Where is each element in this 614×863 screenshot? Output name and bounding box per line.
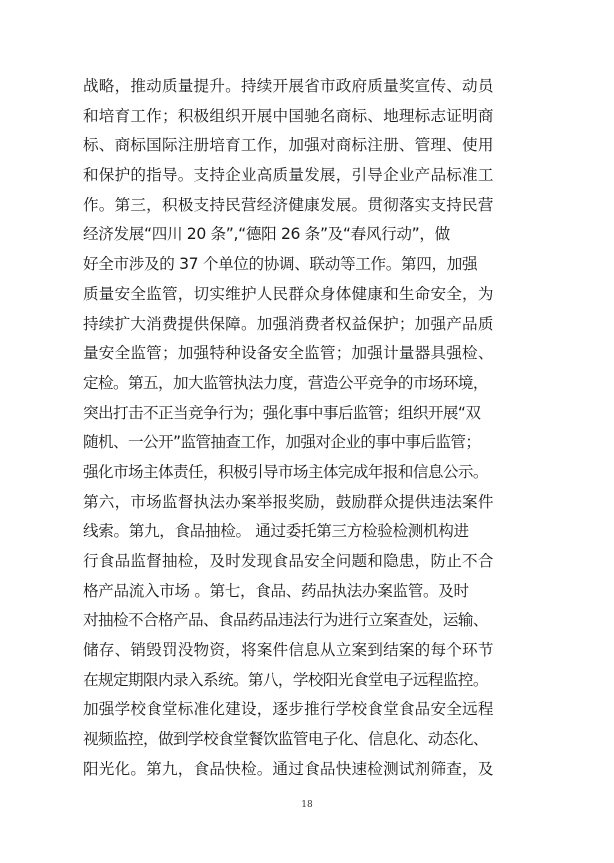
text-line: 作。第三，积极支持民营经济健康发展。贯彻落实支持民营 [83,195,494,214]
text-line: 在规定期限内录入系统。第八，学校阳光食堂电子远程监控。 [83,670,488,689]
page-number: 18 [301,800,313,810]
text-line: 战略，推动质量提升。持续开展省市政府质量奖宣传、动员 [83,77,494,95]
text-line: 视频监控，做到学校食堂餐饮监管电子化、信息化、动态化、 [83,730,488,749]
text-line: 随机、一公开”监管抽查工作，加强对企业的事中事后监管； [83,433,481,452]
text-line: 线索。第九，食品抽检。 通过委托第三方检验检测机构进 [83,522,469,541]
text-line: 质量安全监管，切实维护人民群众身体健康和生命安全，为 [83,284,494,303]
text-line: 加强学校食堂标准化建设，逐步推行学校食堂食品安全远程 [83,700,494,719]
text-line: 和培育工作；积极组织开展中国驰名商标、地理标志证明商 [83,106,494,125]
text-line: 强化市场主体责任，积极引导市场主体完成年报和信息公示。 [83,462,488,481]
text-line: 经济发展“四川 20 条”,“德阳 26 条”及“春风行动”，做 [83,225,450,244]
body-text [83,72,527,785]
text-line: 格产品流入市场 。第七，食品、药品执法办案监管。及时 [83,581,469,600]
text-line: 对抽检不合格产品、食品药品违法行为进行立案查处，运输、 [83,611,488,630]
text-line: 突出打击不正当竞争行为；强化事中事后监管；组织开展“双 [83,403,481,422]
text-line: 量安全监管；加强特种设备安全监管；加强计量器具强检、 [83,344,494,363]
text-line: 和保护的指导。支持企业高质量发展，引导企业产品标准工 [83,166,494,185]
text-line: 好全市涉及的 37 个单位的协调、联动等工作。第四，加强 [83,255,478,274]
text-line: 行食品监督抽检，及时发现食品安全问题和隐患，防止不合 [83,552,494,570]
text-line: 定检。第五，加大监管执法力度，营造公平竞争的市场环境， [83,373,488,392]
text-line: 持续扩大消费提供保障。加强消费者权益保护；加强产品质 [83,314,494,333]
text-line: 阳光化。第九，食品快检。通过食品快速检测试剂筛查，及 [83,759,494,778]
text-line: 标、商标国际注册培育工作，加强对商标注册、管理、使用 [83,136,494,155]
text-line: 第六，市场监督执法办案举报奖励，鼓励群众提供违法案件 [83,492,494,511]
text-line: 储存、销毁罚没物资，将案件信息从立案到结案的每个环节 [83,641,494,660]
